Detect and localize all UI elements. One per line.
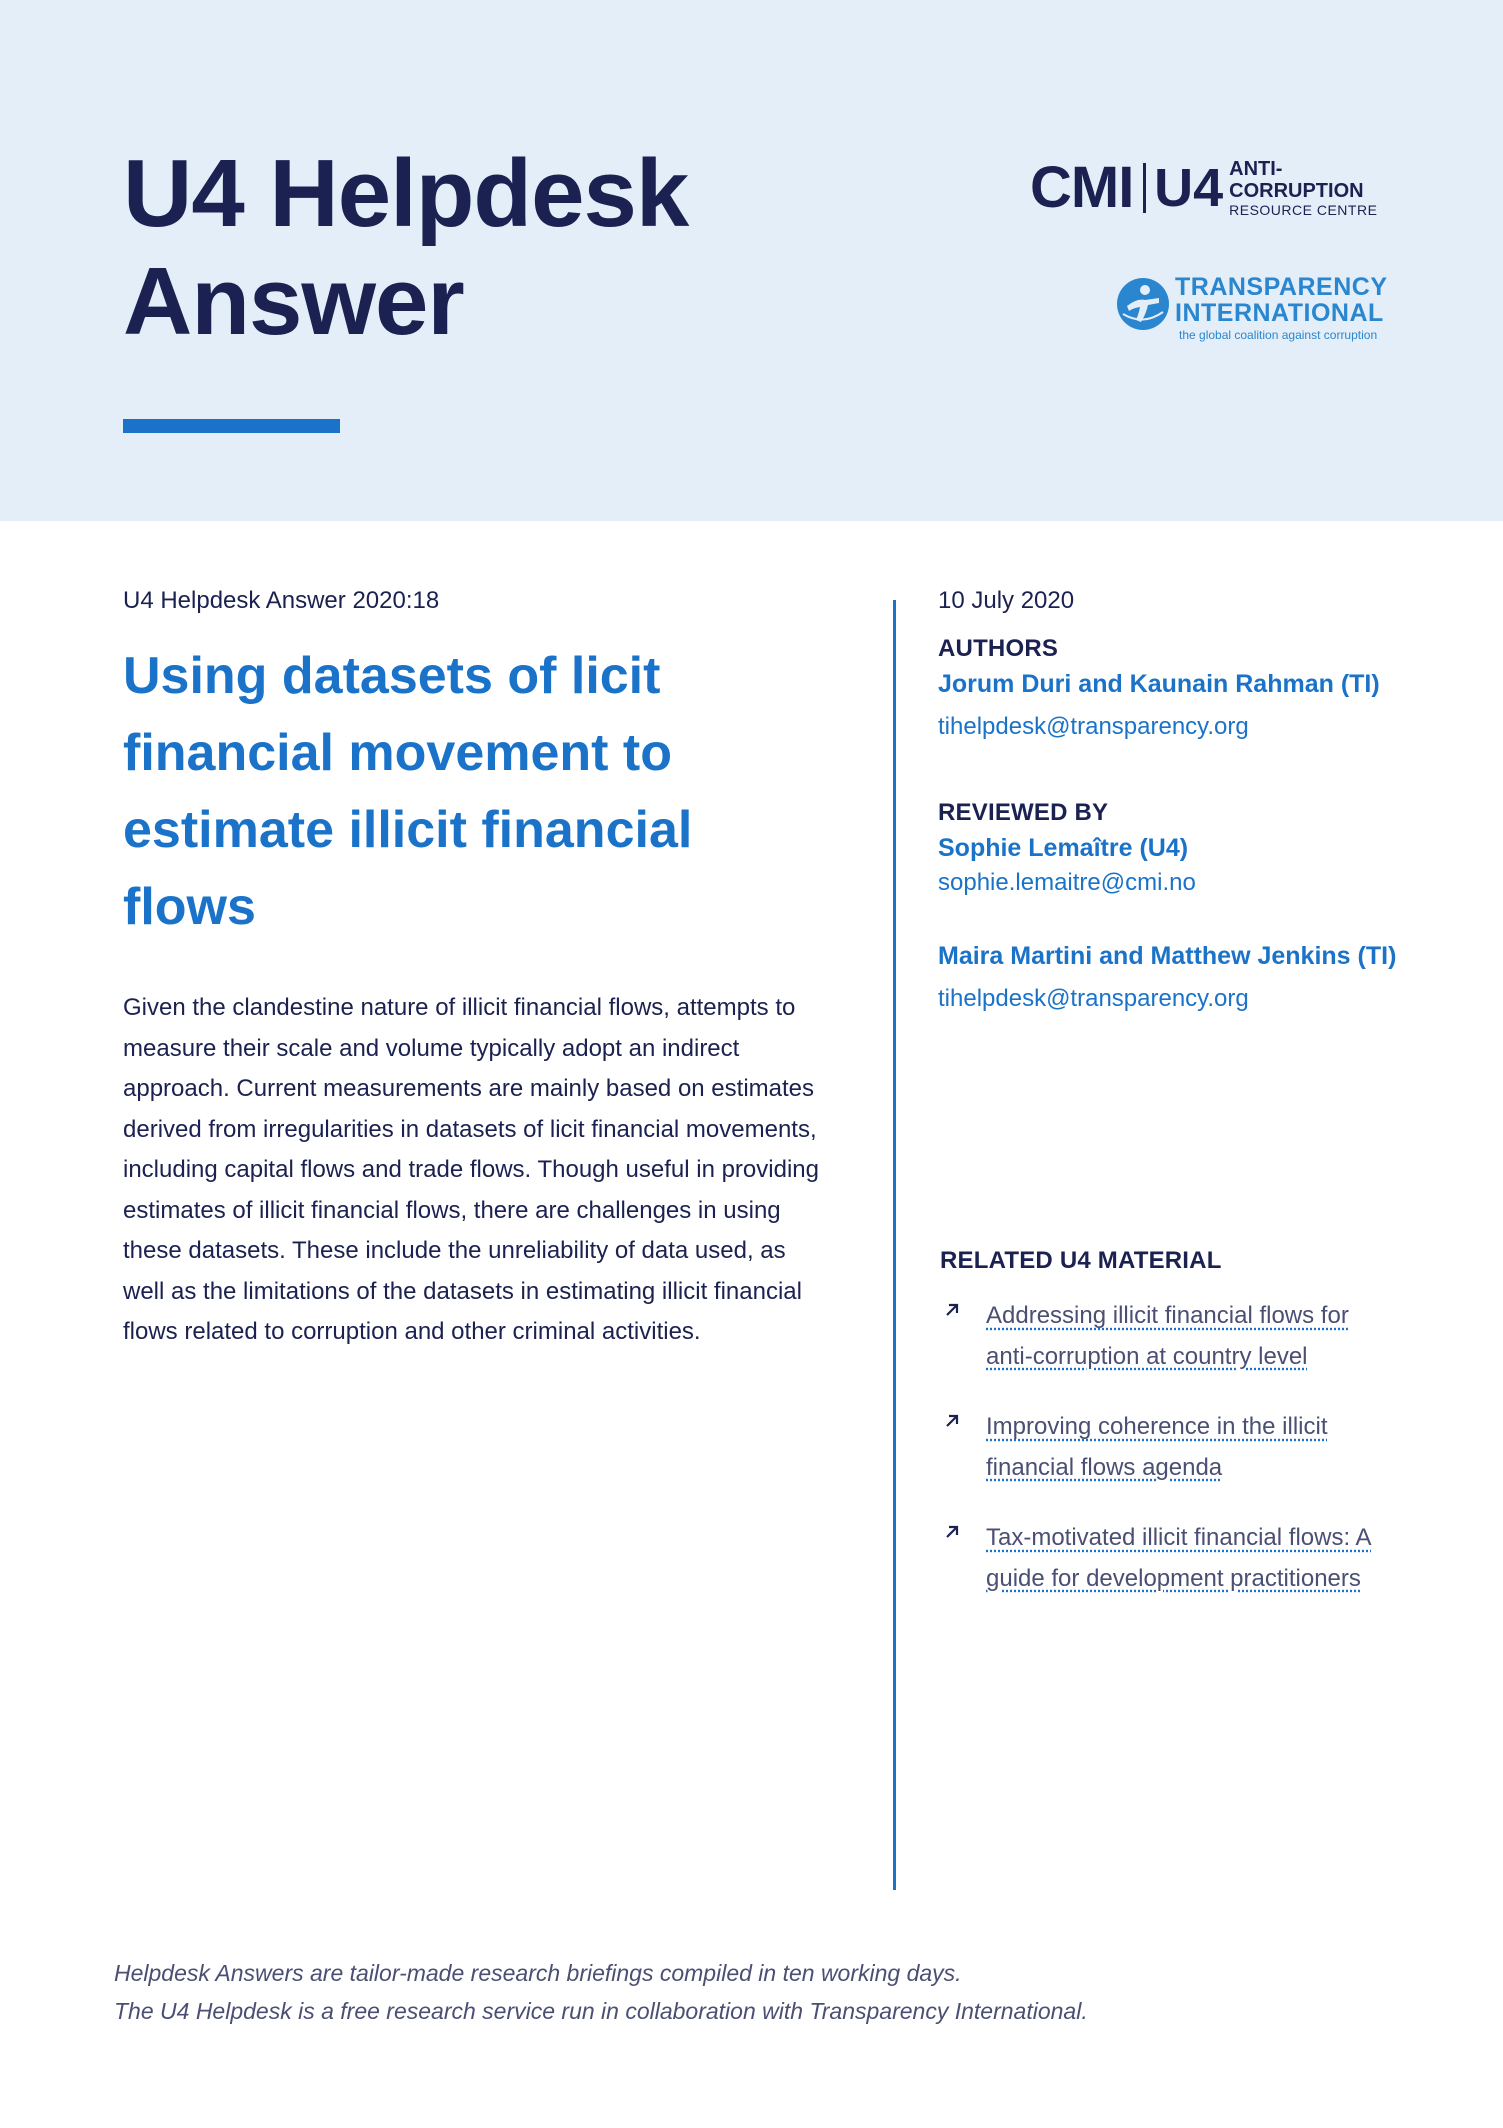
authors-names: Jorum Duri and Kaunain Rahman (TI) xyxy=(938,670,1380,698)
document-title: Using datasets of licit financial movement to estimate illicit financial flows xyxy=(123,647,693,936)
related-link-text[interactable]: Addressing illicit financial flows for anti-corruption at country level xyxy=(986,1302,1349,1370)
ti-logo-line1: TRANSPARENCY xyxy=(1175,273,1388,301)
footer-line2: The U4 Helpdesk is a free research service run in collaboration with Transparency International. xyxy=(114,1998,1088,2024)
reviewer1-email[interactable]: sophie.lemaitre@cmi.no xyxy=(938,869,1196,896)
reviewed-by-label: REVIEWED BY xyxy=(938,799,1109,826)
header-banner xyxy=(0,0,1503,521)
publication-date: 10 July 2020 xyxy=(938,587,1075,614)
ti-logo-line2: INTERNATIONAL xyxy=(1175,299,1384,327)
header-title-line1: U4 Helpdesk xyxy=(123,140,689,247)
logo-divider xyxy=(1143,163,1146,213)
arrow-up-right-icon xyxy=(942,1300,962,1320)
authors-email[interactable]: tihelpdesk@transparency.org xyxy=(938,713,1249,740)
u4-logo-line1: ANTI-CORRUPTION xyxy=(1229,158,1364,202)
u4-logo-words xyxy=(1229,158,1402,218)
cmi-logo-text: CMI xyxy=(1030,155,1134,220)
related-material xyxy=(940,1246,1380,1599)
related-link[interactable] xyxy=(940,1407,1380,1488)
sidebar xyxy=(938,586,1398,1014)
abstract-paragraph: Given the clandestine nature of illicit financial flows, attempts to measure their scale and volume typically adopt an indirect approach. Current measurements are mainly based on estimates derived from irregularities in datasets of licit financial movements, including capital flows and trade flows. Though useful in providing estimates of illicit financial flows, there are challenges in using these datasets. These include the unreliability of data used, as well as the limitations of the datasets in estimating illicit financial flows related to corruption and other criminal activities. xyxy=(123,994,819,1345)
header-title-line2: Answer xyxy=(123,248,464,355)
u4-logo-mark: U4 xyxy=(1154,158,1224,218)
reviewer1-name: Sophie Lemaître (U4) xyxy=(938,834,1189,862)
related-link[interactable] xyxy=(940,1518,1380,1599)
authors-label: AUTHORS xyxy=(938,635,1059,662)
arrow-up-right-icon xyxy=(942,1411,962,1431)
ti-globe-icon xyxy=(1115,276,1171,332)
related-link[interactable] xyxy=(940,1296,1380,1377)
reviewer2-name: Maira Martini and Matthew Jenkins (TI) xyxy=(938,942,1397,970)
cmi-u4-logo xyxy=(1030,155,1402,220)
u4-logo-line2: RESOURCE CENTRE xyxy=(1229,202,1378,218)
related-link-text[interactable]: Improving coherence in the illicit financial flows agenda xyxy=(986,1413,1328,1481)
reviewer2-email[interactable]: tihelpdesk@transparency.org xyxy=(938,985,1249,1012)
footer-note xyxy=(114,1954,1414,2030)
arrow-up-right-icon xyxy=(942,1522,962,1542)
column-divider xyxy=(893,600,896,1890)
related-material-label: RELATED U4 MATERIAL xyxy=(940,1247,1222,1274)
ti-logo-tagline: the global coalition against corruption xyxy=(1179,328,1378,342)
header-accent-rule xyxy=(123,419,340,433)
header-title xyxy=(123,140,823,356)
transparency-international-logo xyxy=(1115,272,1402,342)
series-number: U4 Helpdesk Answer 2020:18 xyxy=(123,587,440,614)
main-content xyxy=(123,586,823,1353)
footer-line1: Helpdesk Answers are tailor-made research briefings compiled in ten working days. xyxy=(114,1960,962,1986)
related-link-text[interactable]: Tax-motivated illicit financial flows: A guide for development practitioners xyxy=(986,1524,1372,1592)
